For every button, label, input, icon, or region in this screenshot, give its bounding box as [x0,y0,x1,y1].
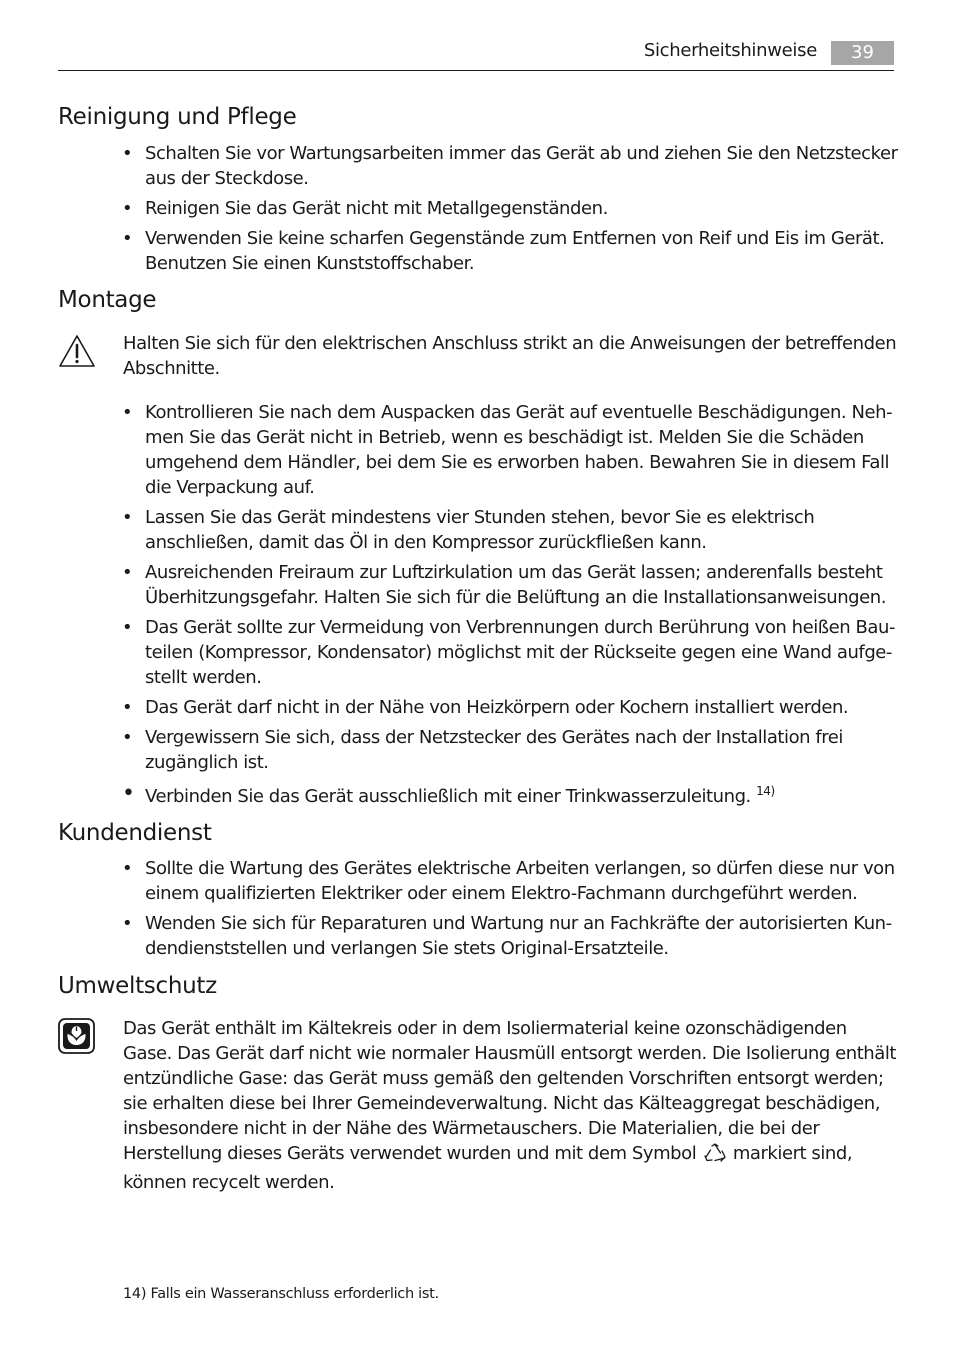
flower-icon [58,1018,95,1058]
recycle-icon [704,1143,726,1170]
umwelt-text: Das Gerät enthält im Kältekreis oder in dem Isoliermaterial keine ozonschädigenden Gase. Das Gerät darf nicht wie normaler Hausmüll entsorgt werden. Die Isolierung enthält entzündliche Gase: das Gerät muss gemäß den geltenden Vorschriften entsorgt werden; sie erhalten diese bei Ihrer Gemeindeverwaltung. Nicht das Kälteaggregat beschädigen, insbesondere nicht in der Nähe des Wärmetauschers. Die Materialien, die bei der Herstellung dieses Geräts verwendet wurden und mit dem Symbol markiert sind, können recycelt werden. [123,1018,896,1193]
heading-umweltschutz: Umweltschutz [58,973,217,999]
header-divider [58,70,894,71]
page-number: 39 [831,41,894,65]
list-item: • Reinigen Sie das Gerät nicht mit Metallgegenständen. [122,198,608,219]
list-item: • Verwenden Sie keine scharfen Gegenstände zum Entfernen von Reif und Eis im Gerät. Benutzen Sie einen Kunststoffschaber. [122,228,885,274]
list-item: • Wenden Sie sich für Reparaturen und Wartung nur an Fachkräfte der autorisierten Kundendienststellen und verlangen Sie stets Original-Ersatzteile. [122,913,893,959]
list-item: • Verbinden Sie das Gerät ausschließlich mit einer Trinkwasserzuleitung. $^{14)}$ [122,781,775,807]
list-item: • Das Gerät darf nicht in der Nähe von Heizkörpern oder Kochern installiert werden. [122,697,849,718]
warning-triangle-icon [58,334,96,372]
list-item: • Schalten Sie vor Wartungsarbeiten immer das Gerät ab und ziehen Sie den Netzstecker aus der Steckdose. [122,143,898,189]
list-item: • Kontrollieren Sie nach dem Auspacken das Gerät auf eventuelle Beschädigungen. Nehmen Sie das Gerät nicht in Betrieb, wenn es beschädigt ist. Melden Sie die Schäden umgehend dem Händler, bei dem Sie es erworben haben. Bewahren Sie in diesem Fall die Verpackung auf. [122,402,893,498]
footnote: 14) Falls ein Wasseranschluss erforderlich ist. [123,1286,439,1302]
list-kundendienst [120,856,900,966]
list-montage [120,400,900,814]
heading-montage: Montage [58,287,157,313]
list-item: • Sollte die Wartung des Gerätes elektrische Arbeiten verlangen, so dürfen diese nur von einem qualifizierten Elektriker oder einem Elektro-Fachmann durchgeführt werden. [122,858,895,904]
list-item: • Vergewissern Sie sich, dass der Netzstecker des Gerätes nach der Installation frei zugänglich ist. [122,727,843,773]
list-item: • Ausreichenden Freiraum zur Luftzirkulation um das Gerät lassen; anderenfalls besteht Überhitzungsgefahr. Halten Sie sich für die Belüftung an die Installationsanweisungen. [122,562,886,608]
list-item: • Das Gerät sollte zur Vermeidung von Verbrennungen durch Berührung von heißen Bauteilen (Kompressor, Kondensator) möglichst mit der Rückseite gegen eine Wand aufgestellt werden. [122,617,896,688]
running-header: Sicherheitshinweise [643,40,817,61]
montage-warning-text: Halten Sie sich für den elektrischen Anschluss strikt an die Anweisungen der betreffenden Abschnitte. [123,333,897,379]
list-item: • Lassen Sie das Gerät mindestens vier Stunden stehen, bevor Sie es elektrisch anschließen, damit das Öl in den Kompressor zurückfließen kann. [122,507,815,553]
heading-reinigung: Reinigung und Pflege [58,104,297,130]
list-reinigung [120,141,900,281]
footnote-ref: 14) [756,784,775,798]
heading-kundendienst: Kundendienst [58,820,212,846]
